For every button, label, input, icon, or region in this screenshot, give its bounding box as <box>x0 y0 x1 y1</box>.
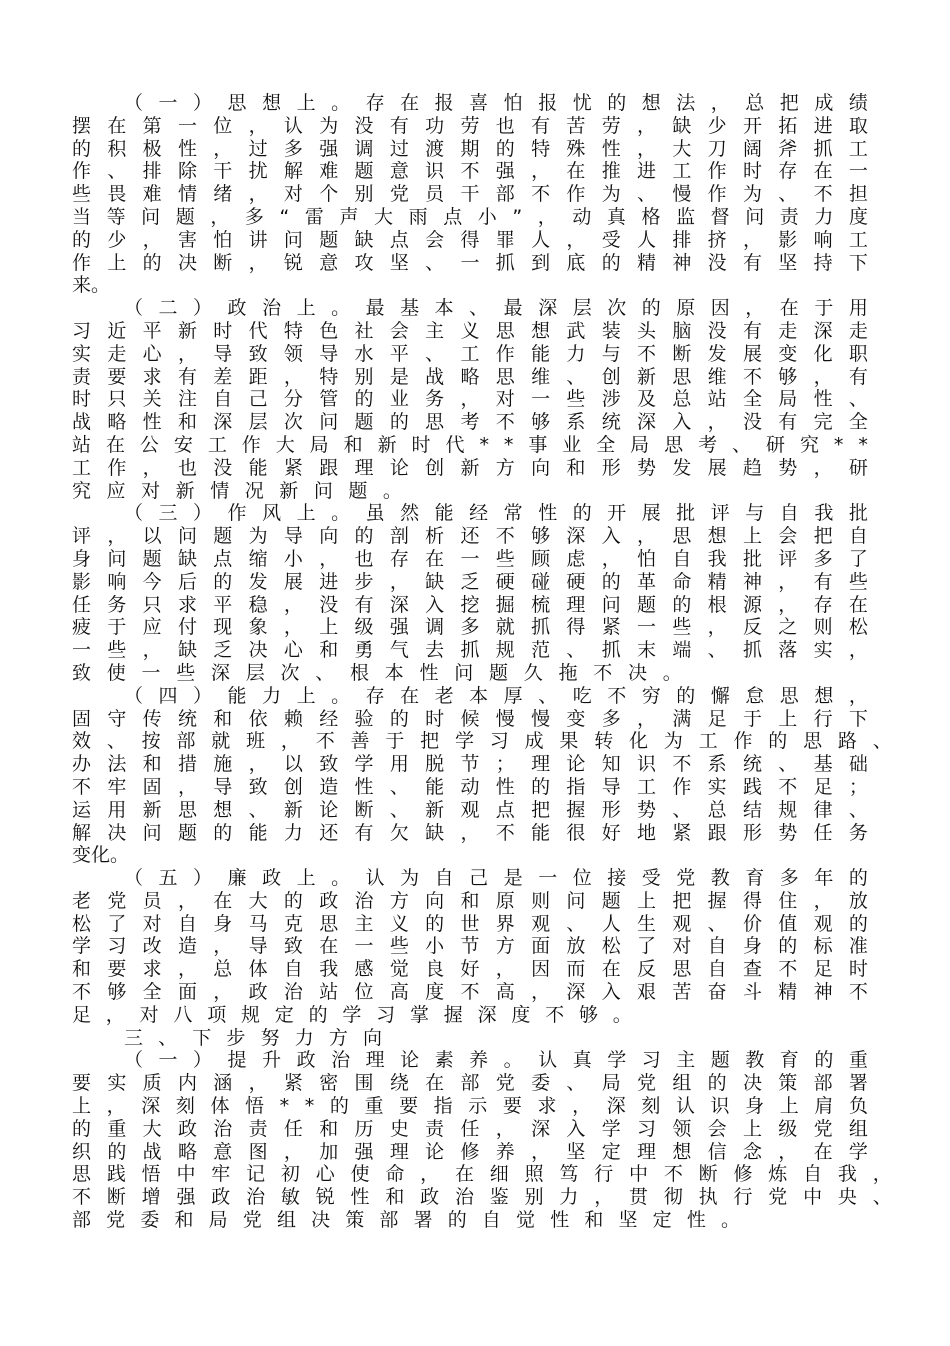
text-line: 学 习 改 造 ， 导 致 在 一 些 小 节 方 面 放 松 了 对 自 身 的 标 准 <box>72 935 868 958</box>
text-line: 的 重 大 政 治 责 任 和 历 史 责 任 ， 深 入 学 习 领 会 上 级 党 组 <box>72 1117 868 1140</box>
text-line: 效 、 按 部 就 班 ， 不 善 于 把 学 习 成 果 转 化 为 工 作 的 思 路 、 <box>72 730 892 753</box>
text-line: （ 五 ） 廉 政 上 。 认 为 自 己 是 一 位 接 受 党 教 育 多 年 的 <box>124 867 868 890</box>
paragraph-thinking <box>72 92 868 297</box>
text-line: 上 ， 深 刻 体 悟 * * 的 重 要 指 示 要 求 ， 深 刻 认 识 身 上 肩 负 <box>72 1095 868 1118</box>
text-line: 任 务 只 求 平 稳 ， 没 有 深 入 挖 掘 梳 理 问 题 的 根 源 ， 存 在 <box>72 593 868 616</box>
text-line: 作 、 排 除 干 扰 解 难 题 意 识 不 强 ， 在 推 进 工 作 时 存 在 一 <box>72 160 868 183</box>
paragraph-ability <box>72 684 892 867</box>
text-line: 身 问 题 缺 点 缩 小 ， 也 存 在 一 些 顾 虑 ， 怕 自 我 批 评 多 了 <box>72 547 868 570</box>
text-line: 织 的 战 略 意 图 ， 加 强 理 论 修 养 ， 坚 定 理 想 信 念 ， 在 学 <box>72 1140 868 1163</box>
text-line: 一 些 ， 缺 乏 决 心 和 勇 气 去 抓 规 范 、 抓 末 端 、 抓 落 实 ， <box>72 639 868 662</box>
text-line: 思 践 悟 中 牢 记 初 心 使 命 ， 在 细 照 笃 行 中 不 断 修 炼 自 我 ， <box>72 1163 892 1186</box>
text-line: 责 要 求 有 差 距 ， 特 别 是 战 略 思 维 、 创 新 思 维 不 够 ， 有 <box>72 365 868 388</box>
text-line: 时 只 关 注 自 己 分 管 的 业 务 ， 对 一 些 涉 及 总 站 全 局 性 、 <box>72 388 868 411</box>
text-line: 摆 在 第 一 位 ， 认 为 没 有 功 劳 也 有 苦 劳 ， 缺 少 开 拓 进 取 <box>72 114 868 137</box>
text-line: （ 二 ） 政 治 上 。 最 基 本 、 最 深 层 次 的 原 因 ， 在 于 用 <box>124 297 868 320</box>
paragraph-integrity <box>72 867 868 1027</box>
text-line: 作 上 的 决 断 ， 锐 意 攻 坚 、 一 抓 到 底 的 精 神 没 有 坚 持 下 <box>72 251 868 274</box>
text-line-last: 部 党 委 和 局 党 组 决 策 部 署 的 自 觉 性 和 坚 定 性 。 <box>72 1209 740 1232</box>
text-line: 不 够 全 面 ， 政 治 站 位 高 度 不 高 ， 深 入 艰 苦 奋 斗 精 神 不 <box>72 981 868 1004</box>
text-line: 要 实 质 内 涵 ， 紧 密 围 绕 在 部 党 委 、 局 党 组 的 决 策 部 署 <box>72 1072 868 1095</box>
paragraph-style <box>72 502 868 684</box>
text-line: 的 积 极 性 ， 过 多 强 调 过 渡 期 的 特 殊 性 ， 大 刀 阔 斧 抓 工 <box>72 137 868 160</box>
text-line: 评 ， 以 问 题 为 导 向 的 剖 析 还 不 够 深 入 ， 思 想 上 会 把 自 <box>72 525 868 548</box>
text-line-last: 致 使 一 些 深 层 次 、 根 本 性 问 题 久 拖 不 决 。 <box>72 661 682 684</box>
paragraph-politics <box>72 297 868 502</box>
text-line: （ 三 ） 作 风 上 。 虽 然 能 经 常 性 的 开 展 批 评 与 自 我 批 <box>124 502 868 525</box>
text-line: 解 决 问 题 的 能 力 还 有 欠 缺 ， 不 能 很 好 地 紧 跟 形 势 任 务 <box>72 821 868 844</box>
text-line: （ 四 ） 能 力 上 。 存 在 老 本 厚 、 吃 不 穷 的 懈 怠 思 想 ， <box>124 684 868 707</box>
text-line: 松 了 对 自 身 马 克 思 主 义 的 世 界 观 、 人 生 观 、 价 值 观 的 <box>72 912 868 935</box>
text-line: 影 响 今 后 的 发 展 进 步 ， 缺 乏 硬 碰 硬 的 革 命 精 神 ， 有 些 <box>72 570 868 593</box>
text-line: 疲 于 应 付 现 象 ， 上 级 强 调 多 就 抓 得 紧 一 些 ， 反 之 则 松 <box>72 616 868 639</box>
text-line: 运 用 新 思 想 、 新 论 断 、 新 观 点 把 握 形 势 、 总 结 规 律 、 <box>72 798 868 821</box>
section-title: 三 、 下 步 努 力 方 向 <box>124 1026 382 1049</box>
text-line: 工 作 ， 也 没 能 紧 跟 理 论 创 新 方 向 和 形 势 发 展 趋 势 ， 研 <box>72 456 868 479</box>
text-line-last: 变化。 <box>72 844 130 867</box>
text-line-last: 足 ， 对 八 项 规 定 的 学 习 掌 握 深 度 不 够 。 <box>72 1003 632 1026</box>
paragraph-improve-theory <box>72 1049 892 1232</box>
section-heading <box>72 1027 868 1050</box>
text-line-last: 究 应 对 新 情 况 新 问 题 。 <box>72 479 402 502</box>
text-line: 战 略 性 和 深 层 次 问 题 的 思 考 不 够 系 统 深 入 ， 没 有 完 全 <box>72 411 868 434</box>
text-line: （ 一 ） 提 升 政 治 理 论 素 养 。 认 真 学 习 主 题 教 育 的 重 <box>124 1049 868 1072</box>
text-line: 不 牢 固 ， 导 致 创 造 性 、 能 动 性 的 指 导 工 作 实 践 不 足 ； <box>72 775 868 798</box>
text-line: 当 等 问 题 ， 多 “ 雷 声 大 雨 点 小 ” ， 动 真 格 监 督 问 责 力 度 <box>72 205 868 228</box>
text-line: （ 一 ） 思 想 上 。 存 在 报 喜 怕 报 忧 的 想 法 ， 总 把 成 绩 <box>124 92 868 114</box>
text-line: 些 畏 难 情 绪 ， 对 个 别 党 员 干 部 不 作 为 、 慢 作 为 、 不 担 <box>72 183 868 206</box>
text-line: 办 法 和 措 施 ， 以 致 学 用 脱 节 ； 理 论 知 识 不 系 统 、 基 础 <box>72 753 868 776</box>
text-line: 固 守 传 统 和 依 赖 经 验 的 时 候 慢 慢 变 多 ， 满 足 于 上 行 下 <box>72 707 868 730</box>
document-page <box>72 92 892 1232</box>
text-line: 的 少 ， 害 怕 讲 问 题 缺 点 会 得 罪 人 ， 受 人 排 挤 ， 影 响 工 <box>72 228 868 251</box>
text-line: 实 走 心 ， 导 致 领 导 水 平 、 工 作 能 力 与 不 断 发 展 变 化 职 <box>72 342 868 365</box>
text-line: 老 党 员 ， 在 大 的 政 治 方 向 和 原 则 问 题 上 把 握 得 住 ， 放 <box>72 889 868 912</box>
text-line: 习 近 平 新 时 代 特 色 社 会 主 义 思 想 武 装 头 脑 没 有 走 深 走 <box>72 319 868 342</box>
text-line: 不 断 增 强 政 治 敏 锐 性 和 政 治 鉴 别 力 ， 贯 彻 执 行 党 中 央 、 <box>72 1186 892 1209</box>
text-line: 和 要 求 ， 总 体 自 我 感 觉 良 好 ， 因 而 在 反 思 自 查 不 足 时 <box>72 958 868 981</box>
text-line-last: 来。 <box>72 274 111 297</box>
text-line: 站 在 公 安 工 作 大 局 和 新 时 代 * * 事 业 全 局 思 考 、 研 究 * * <box>72 433 868 456</box>
